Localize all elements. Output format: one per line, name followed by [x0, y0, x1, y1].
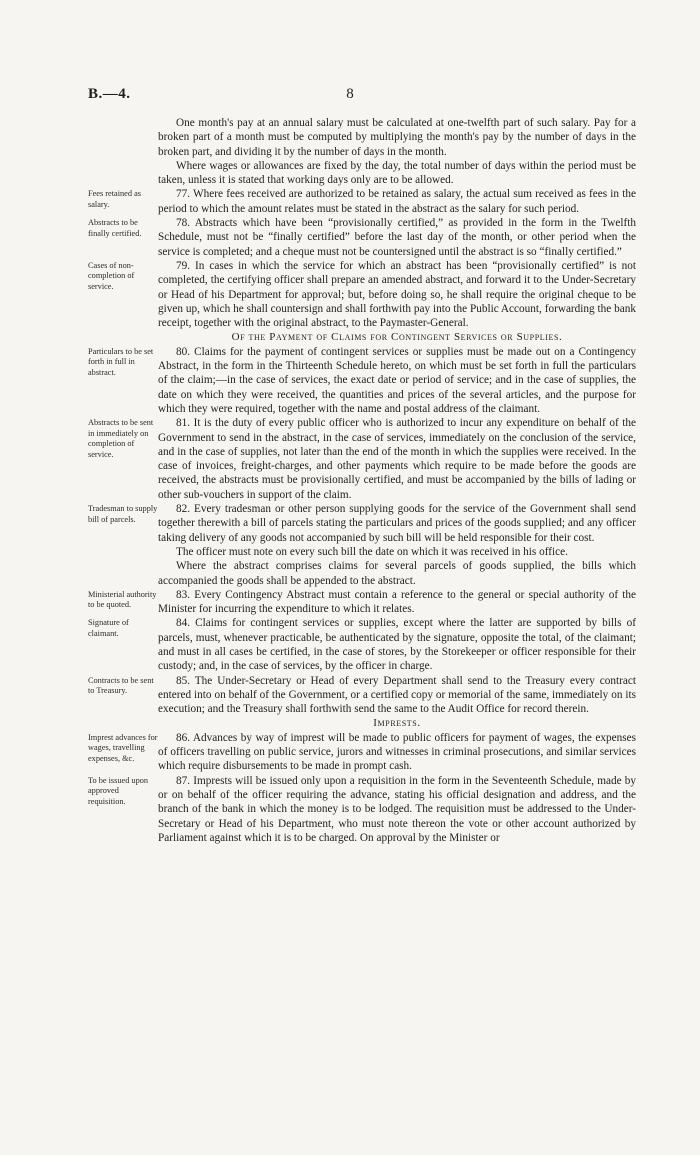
section-block: [88, 116, 636, 187]
paragraph: 77. Where fees received are authorized to be retained as salary, the actual sum received as fees in the period to which the amount relates must be stated in the abstract as the salary for such period.: [158, 188, 636, 215]
margin-note: Particulars to be set forth in full in abstract.: [88, 346, 154, 377]
paragraph: 85. The Under-Secretary or Head of every Department shall send to the Treasury every contract entered into on behalf of the Government, or a certified copy or memorial of the same, immediately on its execution; and the Treasury shall forthwith send the same to the Audit Office for record therein.: [158, 674, 636, 716]
section-block: [88, 416, 636, 502]
margin-note: Fees retained as salary.: [88, 189, 141, 209]
document-reference: B.—4.: [88, 86, 131, 102]
paragraph: 87. Imprests will be issued only upon a requisition in the form in the Seventeenth Schedule, made by or on behalf of the officer requiring the advance, stating his official designation and address, and the branch of the bank in which the money is to be lodged. The requisition must be addressed to the Under-Secretary or Head of his Department, who must note thereon the vote or other account authorized by Parliament against which it is to be charged. On approval by the Minister or: [158, 774, 636, 844]
margin-note: Contracts to be sent to Treasury.: [88, 675, 154, 696]
paragraph: 83. Every Contingency Abstract must contain a reference to the general or special authority of the Minister for incurring the expenditure to which it relates.: [158, 588, 636, 616]
section-block: [88, 774, 636, 845]
section-block: [88, 259, 636, 330]
page-number: 8: [346, 86, 354, 102]
paragraph: 81. It is the duty of every public officer who is authorized to incur any expenditure on behalf of the Government to send in the abstract, in the case of services, immediately on the conclusion of the service, and in the case of supplies, not later than the end of the month in which the supplies were received. In the case of invoices, freight-charges, and other payments which require to be made before the goods are received, the abstracts must be provisionally certified, and must be accompanied by the bills of lading or other sub-vouchers in support of the claim.: [158, 417, 636, 501]
paragraph: 78. Abstracts which have been “provisionally certified,” as provided in the form in the Twelfth Schedule, must not be “finally certified” before the last day of the month, or other period when the service is completed; and a cheque must not be countersigned until the abstract is so “finally certified.”: [158, 217, 636, 258]
margin-note: [88, 116, 158, 187]
margin-note: Abstracts to be sent in immediately on completion of service.: [88, 418, 154, 459]
margin-note: Signature of claimant.: [88, 618, 129, 638]
paragraph: Where wages or allowances are fixed by the day, the total number of days within the period must be taken, unless it is stated that working days only are to be allowed.: [158, 159, 636, 187]
margin-note: Ministerial authority to be quoted.: [88, 589, 157, 610]
section-block: [88, 616, 636, 673]
paragraph: 84. Claims for contingent services or supplies, except where the latter are supported by bills of parcels, must, whenever practicable, be authenticated by the signature, opposite the total, of the claimant; and must in all cases be certified, in the case of stores, by the Storekeeper or officer responsible for their custody; and, in the case of services, by the officer in charge.: [158, 617, 636, 673]
margin-note: Abstracts to be finally certified.: [88, 218, 142, 238]
heading-row: [88, 330, 636, 344]
paragraph: 79. In cases in which the service for which an abstract has been “provisionally certified” is not completed, the certifying officer shall prepare an amended abstract, and forward it to the Under-Secretary or Head of his Department for approval; but, before doing so, he shall require the original cheque to be given up, which he shall countersign and shall forthwith pay into the Public Account, forwarding the bank receipt, together with the original abstract, to the Paymaster-General.: [158, 259, 636, 330]
page-body: [88, 116, 636, 845]
paragraph: 80. Claims for the payment of contingent services or supplies must be made out on a Contingency Abstract, in the form in the Thirteenth Schedule hereto, on which must be set forth in full the particulars of the claim;—in the case of services, the exact date or period of service; and in the case of supplies, the date on which they were received, the quantities and prices of the several articles, and the purpose for which they were required, together with the name and postal address of the claimant.: [158, 345, 636, 415]
section-block: [88, 731, 636, 774]
section-heading: Of the Payment of Claims for Contingent Services or Supplies.: [231, 331, 563, 344]
heading-row: [88, 716, 636, 730]
section-block: [88, 674, 636, 717]
paragraph: 86. Advances by way of imprest will be made to public officers for payment of wages, the expenses of officers travelling on public service, jurors and witnesses in criminal prosecutions, and similar services which require disbursements to be made in prompt cash.: [158, 731, 636, 773]
margin-note: Cases of non-completion of service.: [88, 260, 135, 291]
section-block: [88, 502, 636, 588]
paragraph: The officer must note on every such bill the date on which it was received in his office.: [176, 545, 568, 558]
paragraph: 82. Every tradesman or other person supplying goods for the service of the Government shall send together therewith a bill of parcels stating the particulars and prices of the goods supplied; and any officer taking delivery of any goods not accompanied by such bill will be held responsible for their cost.: [158, 503, 636, 544]
margin-note: To be issued upon approved requisition.: [88, 775, 149, 806]
section-block: [88, 216, 636, 259]
paragraph: One month's pay at an annual salary must be calculated at one-twelfth part of such salary. Pay for a broken part of a month must be computed by multiplying the month's pay by the number of days in the broken part, and dividing it by the number of days in the month.: [158, 117, 636, 158]
page-header: [0, 86, 700, 110]
section-block: [88, 345, 636, 416]
margin-note: Imprest advances for wages, travelling expenses, &c.: [88, 732, 158, 763]
paragraph: Where the abstract comprises claims for several parcels of goods supplied, the bills which accompanied the goods shall be appended to the abstract.: [158, 560, 636, 587]
margin-note: Tradesman to supply bill of parcels.: [88, 504, 158, 524]
section-block: [88, 187, 636, 216]
section-heading: Imprests.: [373, 717, 421, 730]
section-block: [88, 588, 636, 617]
